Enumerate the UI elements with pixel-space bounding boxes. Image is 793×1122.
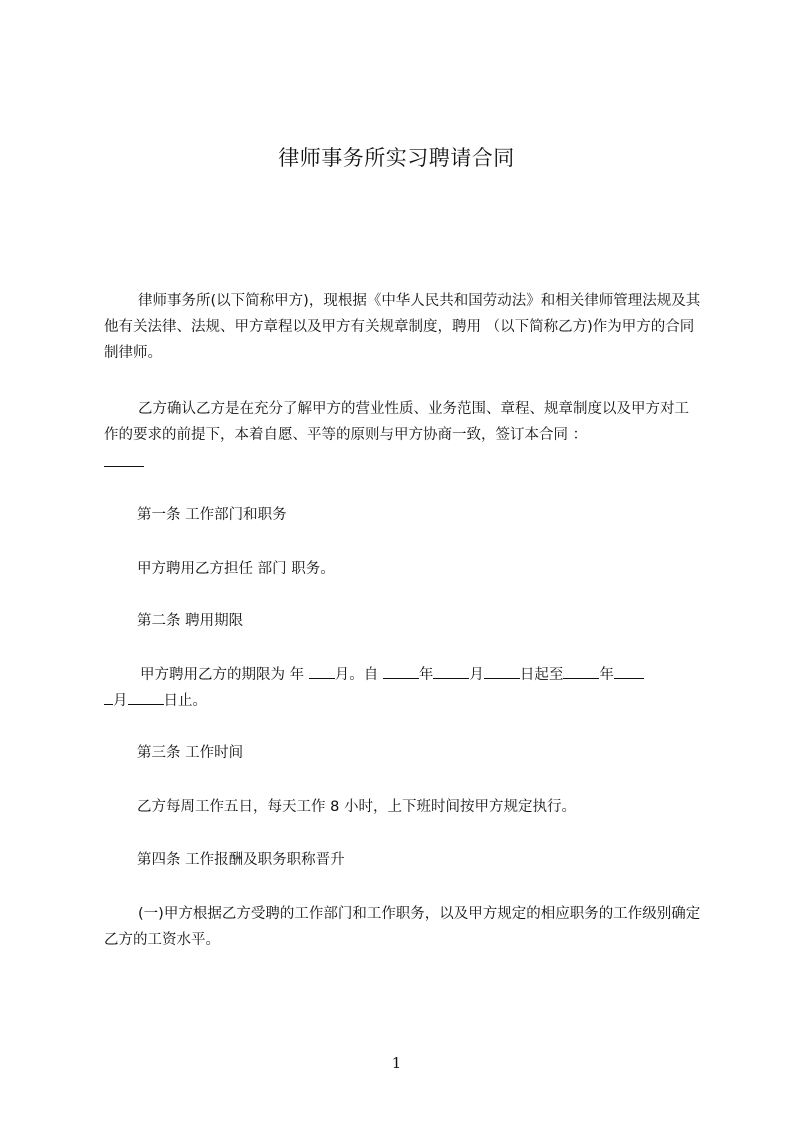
blank-start-day — [484, 664, 520, 679]
article1-heading: 第一条 工作部门和职务 — [137, 507, 287, 523]
article2-part8: 日止。 — [163, 693, 207, 709]
blank-end-day — [128, 690, 164, 705]
blank-end-month-b — [104, 690, 113, 705]
article2-text-line1 — [140, 662, 644, 688]
article2-part6: 年 — [599, 667, 614, 683]
article3-heading: 第三条 工作时间 — [137, 745, 244, 761]
blank-end-month-a — [614, 664, 644, 679]
blank-end-year — [563, 664, 599, 679]
article4-heading: 第四条 工作报酬及职务职称晋升 — [137, 852, 345, 868]
blank-start-month — [433, 664, 469, 679]
document-title: 律师事务所实习聘请合同 — [278, 146, 515, 170]
confirm-paragraph: 乙方确认乙方是在充分了解甲方的营业性质、业务范围、章程、规章制度以及甲方对工作的要求的前提下，本着自愿、平等的原则与甲方协商一致，签订本合同 ： — [104, 401, 689, 443]
article2-part1: 甲方聘用乙方的期限为 年 — [140, 667, 309, 683]
intro-paragraph: 律师事务所(以下简称甲方)，现根据《中华人民共和国劳动法》和相关律师管理法规及其他有关法律、法规、甲方章程以及甲方有关规章制度，聘用 （以下简称乙方)作为甲方的合同制律师。 — [104, 293, 701, 361]
blank-start-year — [383, 664, 419, 679]
article2-part2: 月。自 — [334, 667, 383, 683]
article1-text: 甲方聘用乙方担任 部门 职务。 — [137, 561, 335, 577]
article3-text: 乙方每周工作五日，每天工作 8 小时，上下班时间按甲方规定执行。 — [137, 799, 576, 815]
article2-part5: 日起至 — [519, 667, 564, 683]
article2-heading: 第二条 聘用期限 — [137, 613, 244, 629]
article2-part7: 月 — [113, 693, 128, 709]
article2-part3: 年 — [418, 667, 434, 683]
confirm-blank-line — [104, 466, 144, 467]
page-number: 1 — [391, 1054, 402, 1072]
article2-text-line2 — [104, 688, 207, 714]
article4-item1: (一)甲方根据乙方受聘的工作部门和工作职务，以及甲方规定的相应职务的工作级别确定乙方的工资水平。 — [104, 906, 701, 948]
article2-part4: 月 — [469, 667, 484, 683]
blank-years — [309, 664, 335, 679]
